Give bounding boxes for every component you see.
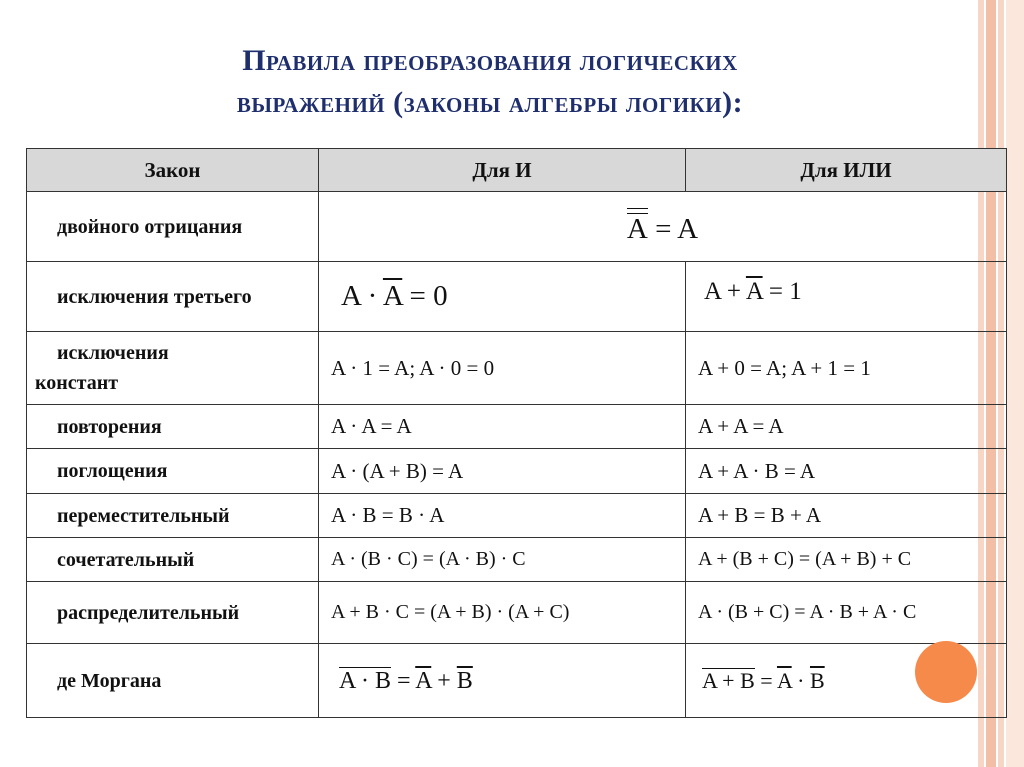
table-row xyxy=(27,449,1007,494)
law-name: сочетательный xyxy=(27,538,319,582)
header-law: Закон xyxy=(27,149,319,192)
formula-and: A · 1 = A; A · 0 = 0 xyxy=(319,332,686,405)
table-row xyxy=(27,192,1007,262)
table-row xyxy=(27,262,1007,332)
laws-table xyxy=(26,148,1007,718)
law-name: двойного отрицания xyxy=(27,192,319,262)
table-row xyxy=(27,644,1007,718)
formula-and: A · B = B · A xyxy=(319,494,686,538)
formula-or: A + B = B + A xyxy=(686,494,1007,538)
header-or: Для ИЛИ xyxy=(686,149,1007,192)
formula-or: $A + \overline{A} = 1$ xyxy=(686,262,1007,332)
header-and: Для И xyxy=(319,149,686,192)
title-line-1: Правила преобразования логических xyxy=(242,44,738,77)
law-name: де Моргана xyxy=(27,644,319,718)
formula-or: A · (B + C) = A · B + A · C xyxy=(686,582,1007,644)
formula-and: $A \cdot \overline{A} = 0$ xyxy=(319,262,686,332)
title-line-2: выражений (законы алгебры логики): xyxy=(236,86,744,119)
law-name: исключения констант xyxy=(27,332,319,405)
table-row xyxy=(27,494,1007,538)
table-row xyxy=(27,582,1007,644)
formula-and: A · (A + B) = A xyxy=(319,449,686,494)
double-bar: A xyxy=(627,208,648,246)
formula-or: A + 0 = A; A + 1 = 1 xyxy=(686,332,1007,405)
formula-and: $A \cdot B = \overline{A} + \overline{B}$ xyxy=(319,644,686,718)
formula-and: A + B · C = (A + B) · (A + C) xyxy=(319,582,686,644)
law-name: распределительный xyxy=(27,582,319,644)
formula-or: $A + B = \overline{A} \cdot \overline{B}$ xyxy=(686,644,1007,718)
table-row xyxy=(27,538,1007,582)
law-name: переместительный xyxy=(27,494,319,538)
formula-and: A · (B · C) = (A · B) · C xyxy=(319,538,686,582)
decorative-circle xyxy=(915,641,977,703)
table-row xyxy=(27,332,1007,405)
table-row xyxy=(27,405,1007,449)
formula-double-negation: A = A xyxy=(319,192,1007,262)
law-name: исключения третьего xyxy=(27,262,319,332)
formula-or: A + (B + C) = (A + B) + C xyxy=(686,538,1007,582)
table-header-row xyxy=(27,149,1007,192)
law-name: повторения xyxy=(27,405,319,449)
law-name: поглощения xyxy=(27,449,319,494)
formula-or: A + A · B = A xyxy=(686,449,1007,494)
page-title xyxy=(60,40,920,124)
formula-or: A + A = A xyxy=(686,405,1007,449)
formula-and: A · A = A xyxy=(319,405,686,449)
